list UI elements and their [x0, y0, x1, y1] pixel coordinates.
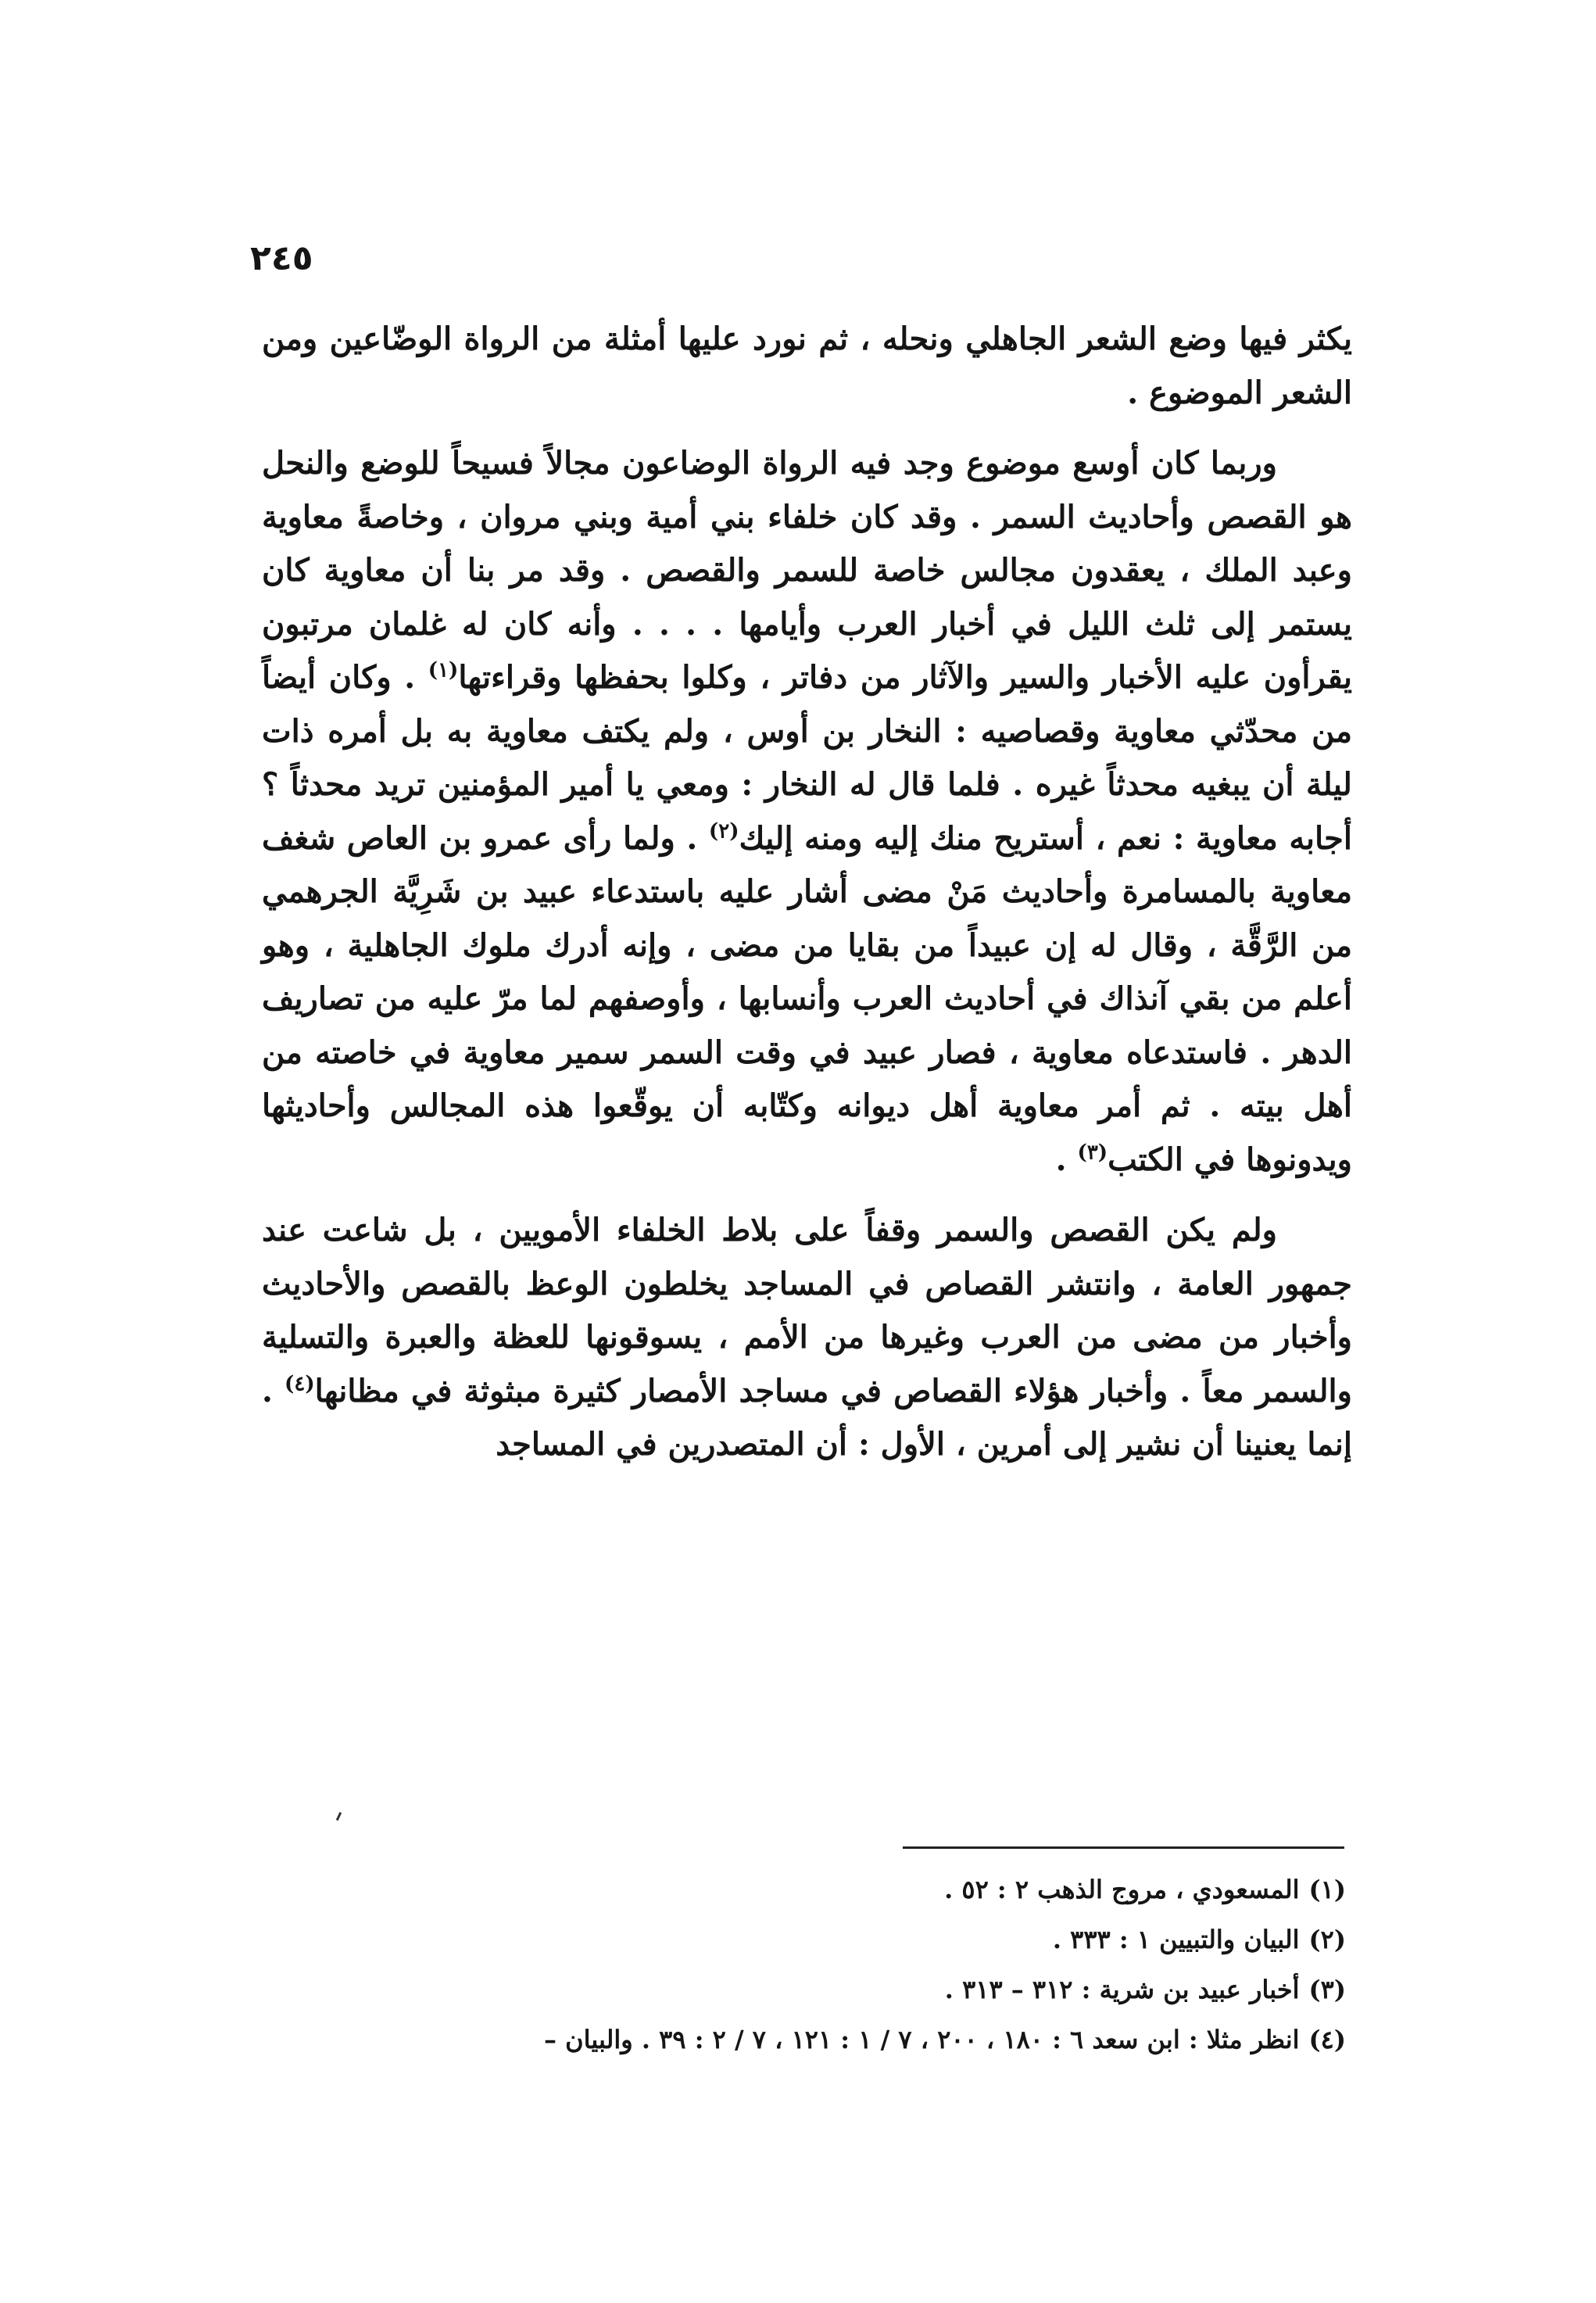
- footnote-3: [262, 1965, 1352, 2015]
- footnote-ref-2: (٢): [708, 819, 739, 843]
- scan-speck: [336, 1812, 342, 1821]
- paragraph-3-text: ولم يكن القصص والسمر وقفاً على بلاط الخلفاء الأمويين ، بل شاعت عند جمهور العامة ، وانتشر القصاص في المساجد يخلطون الوعظ بالقصص والأحاديث وأخبار من مضى من العرب وغيرها من الأمم ، يسوقونها للعظة والعبرة والتسلية والسمر معاً . وأخبار هؤلاء القصاص في مساجد الأمصار كثيرة مبثوثة في مظانها: [262, 1212, 1352, 1409]
- footnote-1-number: (١): [1308, 1875, 1346, 1904]
- paragraph-2: [262, 437, 1352, 1187]
- footnote-3-number: (٣): [1308, 1975, 1346, 2004]
- paragraph-1: [262, 313, 1352, 420]
- paragraph-3-text-cont: . إنما يعنينا أن نشير إلى أمرين ، الأول : أن المتصدرين في المساجد: [262, 1372, 1352, 1463]
- footnote-2-text: البيان والتبيين ١ : ٣٣٣ .: [1052, 1925, 1300, 1954]
- footnote-3-text: أخبار عبيد بن شرية : ٣١٢ – ٣١٣ .: [944, 1975, 1300, 2004]
- footnote-4-number: (٤): [1308, 2025, 1346, 2054]
- footnote-divider: [903, 1846, 1344, 1849]
- paragraph-3: [262, 1204, 1352, 1472]
- paragraph-2-text-end: .: [1055, 1141, 1078, 1178]
- footnote-4-text: انظر مثلا : ابن سعد ٦ : ١٨٠ ، ٢٠٠ ، ٧ / ١ : ١٢١ ، ٧ / ٢ : ٣٩ . والبيان –: [543, 2025, 1300, 2054]
- footnote-1-text: المسعودي ، مروج الذهب ٢ : ٥٢ .: [944, 1875, 1300, 1904]
- paragraph-1-text: يكثر فيها وضع الشعر الجاهلي ونحله ، ثم نورد عليها أمثلة من الرواة الوضّاعين ومن الشعر الموضوع .: [262, 321, 1352, 411]
- footnote-1: [262, 1864, 1352, 1914]
- paragraph-2-text-cont: . وكان أيضاً من محدّثي معاوية وقصاصيه : النخار بن أوس ، ولم يكتف معاوية به بل أمره ذات ليلة أن يبغيه محدثاً غيره . فلما قال له النخار : ومعي يا أمير المؤمنين تريد محدثاً ؟ أجابه معاوية : نعم ، أستريح منك إليه ومنه إليك: [262, 659, 1352, 857]
- footnote-ref-3: (٣): [1077, 1141, 1108, 1165]
- body-text: [262, 313, 1352, 1489]
- footnote-ref-4: (٤): [284, 1372, 315, 1396]
- footnote-2-number: (٢): [1308, 1925, 1346, 1954]
- footnote-ref-1: (١): [428, 658, 459, 682]
- footnote-4: [262, 2015, 1352, 2065]
- paragraph-2-text: وربما كان أوسع موضوع وجد فيه الرواة الوضاعون مجالاً فسيحاً للوضع والنحل هو القصص وأحاديث السمر . وقد كان خلفاء بني أمية وبني مروان ، وخاصةً معاوية وعبد الملك ، يعقدون مجالس خاصة للسمر والقصص . وقد مر بنا أن معاوية كان يستمر إلى ثلث الليل في أخبار العرب وأيامها . . . . وأنه كان له غلمان مرتبون يقرأون عليه الأخبار والسير والآثار من دفاتر ، وكلوا بحفظها وقراءتها: [262, 445, 1352, 696]
- page-number: ٢٤٥: [250, 238, 313, 278]
- footnote-2: [262, 1914, 1352, 1965]
- paragraph-2-text-cont-2: . ولما رأى عمرو بن العاص شغف معاوية بالمسامرة وأحاديث مَنْ مضى أشار عليه باستدعاء عبيد بن شَرِيَّة الجرهمي من الرَّقَّة ، وقال له إن عبيداً من بقايا من مضى ، وإنه أدرك ملوك الجاهلية ، وهو أعلم من بقي آنذاك في أحاديث العرب وأنسابها ، وأوصفهم لما مرّ عليه من تصاريف الدهر . فاستدعاه معاوية ، فصار عبيد في وقت السمر سمير معاوية في خاصته من أهل بيته . ثم أمر معاوية أهل ديوانه وكتّابه أن يوقّعوا هذه المجالس وأحاديثها ويدونوها في الكتب: [262, 819, 1352, 1178]
- footnotes: [262, 1864, 1352, 2065]
